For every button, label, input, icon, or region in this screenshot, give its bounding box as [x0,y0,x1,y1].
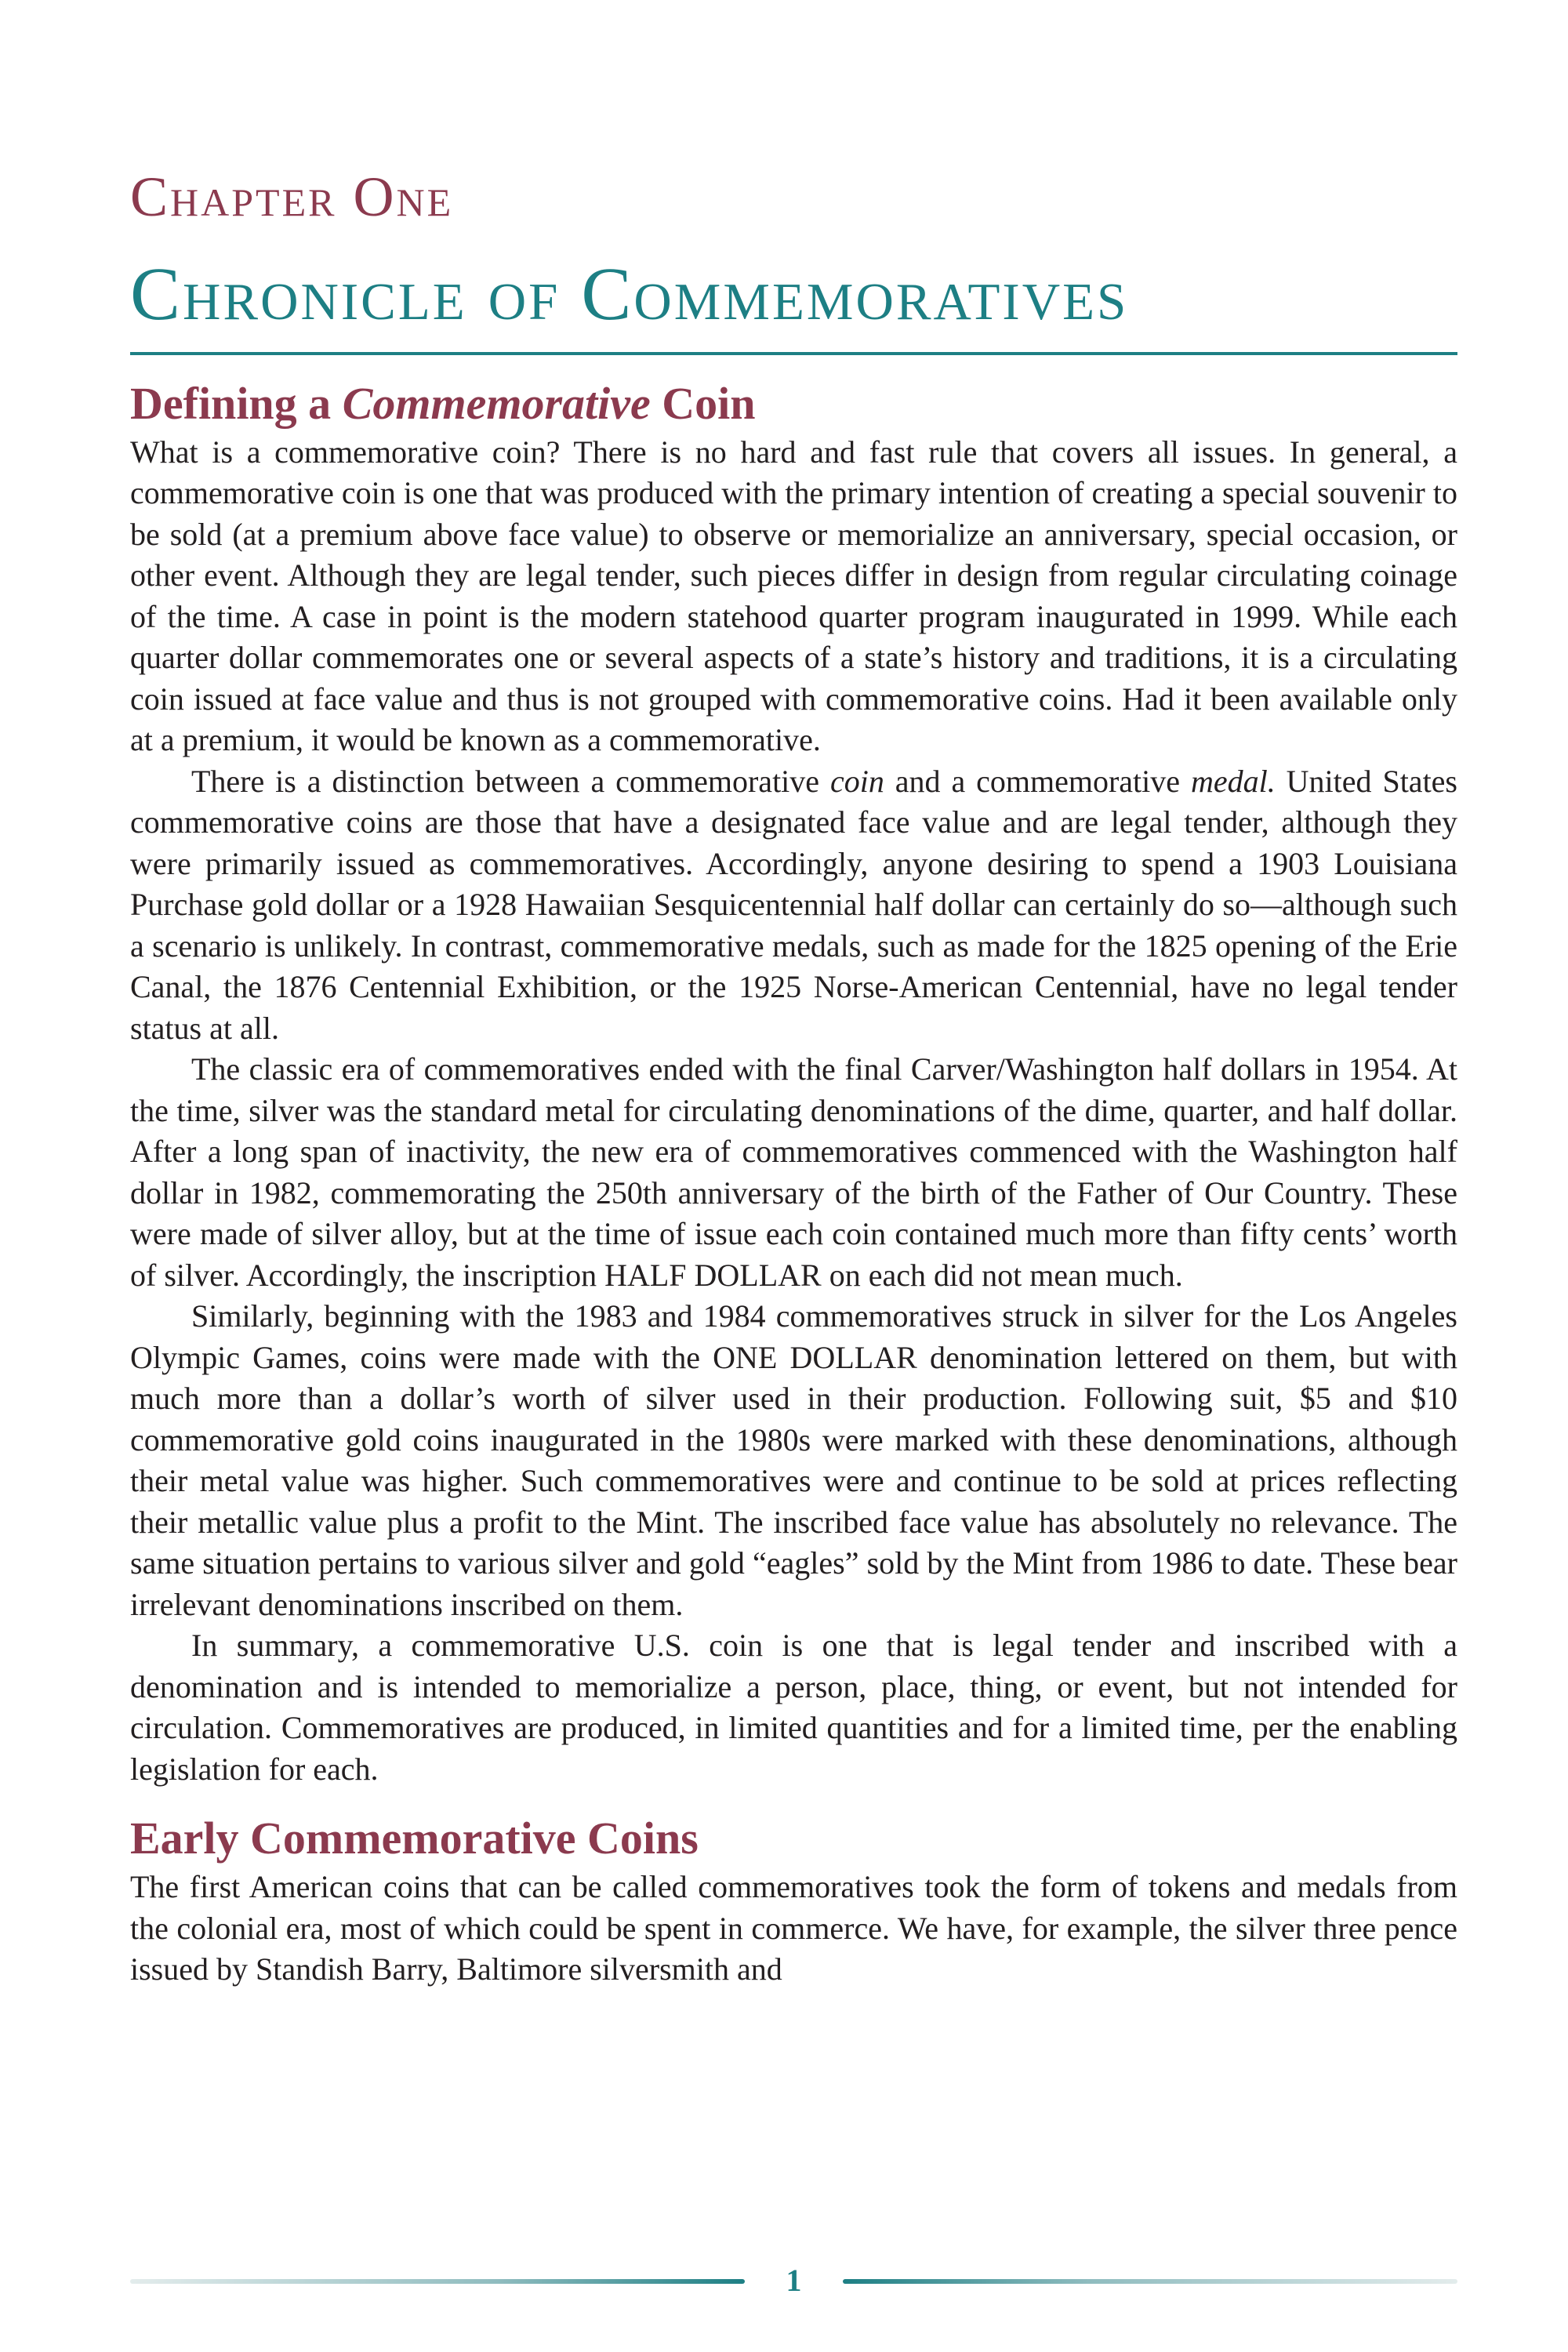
chapter-title: Chronicle of Commemoratives [130,256,1457,355]
section-heading-emphasis: Commemorative [342,378,651,429]
section-heading-defining [130,379,1457,429]
chapter-label: Chapter One [130,165,454,228]
paragraph-text: United States commemorative coins are those that have a designated face value and are legal tender, although they were primarily issued as commemoratives. Accordingly, anyone desiring to spend a 1903 Louisiana Purchase gold dollar or a 1928 Hawaiian Sesquicentennial half dollar can certainly do so—although such a scenario is unlikely. In contrast, commemorative medals, such as made for the 1825 opening of the Erie Canal, the 1876 Centennial Exhibition, or the 1925 Norse-American Centennial, have no legal tender status at all. [130,763,1457,1046]
section-heading-early: Early Commemorative Coins [130,1813,699,1864]
emphasis-coin: coin [829,763,884,799]
body-paragraph [130,761,1457,1050]
section-heading-part: Coin [650,378,756,429]
page-content [130,165,1457,1991]
page-footer [130,2262,1457,2298]
footer-rule-right [843,2279,1457,2284]
body-paragraph: What is a commemorative coin? There is no hard and fast rule that covers all issues. In general, a commemorative coin is one that was produced with the primary intention of creating a special souvenir to be sold (at a premium above face value) to observe or memorialize an anniversary, special occasion, or other event. Although they are legal tender, such pieces differ in design from regular circulating coinage of the time. A case in point is the modern statehood quarter program inaugurated in 1999. While each quarter dollar commemorates one or several aspects of a state’s history and traditions, it is a circulating coin issued at face value and thus is not grouped with commemorative coins. Had it been available only at a premium, it would be known as a commemorative. [130,434,1457,758]
body-paragraph: In summary, a commemorative U.S. coin is one that is legal tender and inscribed with a denomination and is intended to memorialize a person, place, thing, or event, but not intended for circulation. Commemoratives are produced, in limited quantities and for a limited time, per the enabling legislation for each. [130,1628,1457,1787]
paragraph-text: There is a distinction between a commemorative [191,763,830,799]
body-paragraph: The classic era of commemoratives ended with the final Carver/Washington half dollars in 1954. At the time, silver was the standard metal for circulating denominations of the dime, quarter, and half dollar. After a long span of inactivity, the new era of commemoratives commenced with the Washington half dollar in 1982, commemorating the 250th anniversary of the birth of the Father of Our Country. These were made of silver alloy, but at the time of issue each coin contained much more than fifty cents’ worth of silver. Accordingly, the inscription HALF DOLLAR on each did not mean much. [130,1051,1457,1293]
section-heading-part: Defining a [130,378,343,429]
paragraph-text: and a commemorative [884,763,1191,799]
body-paragraph: The first American coins that can be called commemoratives took the form of tokens and medals from the colonial era, most of which could be spent in commerce. We have, for example, the silver three pence issued by Standish Barry, Baltimore silversmith and [130,1869,1457,1987]
emphasis-medal: medal. [1190,763,1276,799]
page-number: 1 [786,2263,802,2298]
body-paragraph: Similarly, beginning with the 1983 and 1984 commemoratives struck in silver for the Los Angeles Olympic Games, coins were made with the ONE DOLLAR denomination lettered on them, but with much more than a dollar’s worth of silver used in their production. Following suit, $5 and $10 commemorative gold coins inaugurated in the 1980s were marked with these denominations, although their metal value was higher. Such commemoratives were and continue to be sold at prices reflecting their metallic value plus a profit to the Mint. The inscribed face value has absolutely no relevance. The same situation pertains to various silver and gold “eagles” sold by the Mint from 1986 to date. These bear irrelevant denominations inscribed on them. [130,1298,1457,1622]
